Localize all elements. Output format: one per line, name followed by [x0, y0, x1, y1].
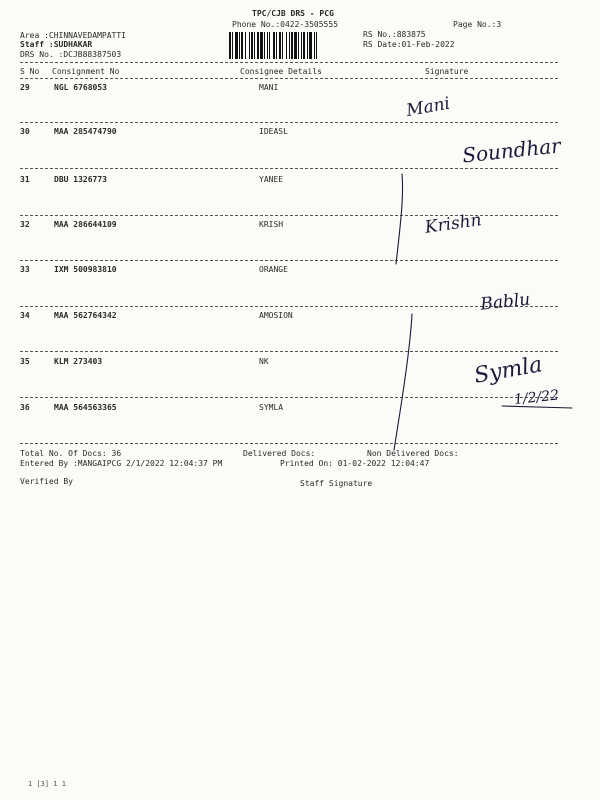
row-consignee: IDEASL [259, 127, 288, 136]
svg-text:1/2/22: 1/2/22 [513, 387, 560, 409]
barcode-bar [307, 32, 308, 59]
row-sno: 34 [20, 311, 30, 320]
signature-vertical-stroke [394, 314, 412, 450]
barcode-bar [294, 32, 297, 59]
barcode-bar [264, 32, 265, 59]
row-sno: 30 [20, 127, 30, 136]
barcode-bar [267, 32, 268, 59]
column-header-signature: Signature [425, 67, 469, 76]
barcode-bar [286, 32, 287, 59]
corner-mark: 1 [3] 1 1 [28, 780, 66, 788]
barcode-bar [229, 32, 231, 59]
signature-symla [384, 310, 584, 460]
divider [20, 78, 558, 79]
row-consignment: NGL 6768053 [54, 83, 107, 92]
phone-number: Phone No.:0422-3505555 [232, 20, 338, 29]
barcode-bar [249, 32, 250, 59]
barcode-bar [314, 32, 315, 59]
svg-text:Symla: Symla [472, 352, 545, 389]
barcode-bar [309, 32, 312, 59]
row-consignment: DBU 1326773 [54, 175, 107, 184]
barcode-bar [301, 32, 302, 59]
barcode-bar [273, 32, 275, 59]
row-consignment: MAA 562764342 [54, 311, 117, 320]
row-consignee: AMOSION [259, 311, 293, 320]
barcode-bar [260, 32, 263, 59]
rs-number: RS No.:883875 [363, 30, 426, 39]
barcode-bar [245, 32, 246, 59]
verified-by: Verified By [20, 477, 73, 486]
barcode-bar [291, 32, 293, 59]
row-consignee: KRISH [259, 220, 284, 229]
printed-on: Printed On: 01-02-2022 12:04:47 [280, 459, 430, 468]
barcode-bar [269, 32, 270, 59]
drs-number: DRS No. :DCJB88387503 [20, 50, 122, 59]
barcode-bar [298, 32, 299, 59]
delivered-docs: Delivered Docs: [243, 449, 316, 458]
barcode-bar [241, 32, 243, 59]
barcode-bar [232, 32, 233, 59]
barcode-bar [303, 32, 305, 59]
staff-signature: Staff Signature [300, 479, 373, 488]
column-header-consignment: Consignment No [52, 67, 120, 76]
barcode-bar [276, 32, 277, 59]
total-docs: Total No. Of Docs: 36 [20, 449, 122, 458]
barcode-bar [254, 32, 255, 59]
signature-krishn [390, 168, 520, 268]
svg-text:Bablu: Bablu [479, 289, 532, 315]
row-sno: 29 [20, 83, 30, 92]
barcode-bar [289, 32, 290, 59]
signature-soundhar [456, 128, 566, 172]
row-consignee: ORANGE [259, 265, 288, 274]
area-label: Area :CHINNAVEDAMPATTI [20, 31, 126, 40]
barcode-bar [251, 32, 253, 59]
row-consignee: MANI [259, 83, 279, 92]
barcode-bar [235, 32, 238, 59]
row-consignment: MAA 564563365 [54, 403, 117, 412]
row-consignment: IXM 500983810 [54, 265, 117, 274]
entered-by: Entered By :MANGAIPCG 2/1/2022 12:04:37 PM [20, 459, 223, 468]
row-sno: 35 [20, 357, 30, 366]
page-number: Page No.:3 [453, 20, 502, 29]
barcode [229, 32, 357, 59]
report-title: TPC/CJB DRS - PCG [252, 9, 334, 18]
row-sno: 33 [20, 265, 30, 274]
row-consignee: NK [259, 357, 269, 366]
row-consignee: SYMLA [259, 403, 284, 412]
signature-mani [400, 86, 480, 126]
barcode-bar [282, 32, 283, 59]
signature-vertical-stroke [396, 174, 403, 264]
row-consignment: MAA 285474790 [54, 127, 117, 136]
staff-label: Staff :SUDHAKAR [20, 40, 93, 49]
column-header-sno: S No [20, 67, 40, 76]
barcode-bar [279, 32, 281, 59]
barcode-bar [239, 32, 240, 59]
row-sno: 31 [20, 175, 30, 184]
svg-text:Krishn: Krishn [423, 210, 483, 238]
row-consignment: KLM 273403 [54, 357, 103, 366]
non-delivered-docs: Non Delivered Docs: [367, 449, 459, 458]
rs-date: RS Date:01-Feb-2022 [363, 40, 455, 49]
barcode-bar [257, 32, 259, 59]
svg-text:Soundhar: Soundhar [461, 133, 562, 168]
row-sno: 32 [20, 220, 30, 229]
divider [20, 62, 558, 63]
row-consignment: MAA 286644109 [54, 220, 117, 229]
svg-text:Mani: Mani [404, 93, 452, 122]
barcode-bar [316, 32, 317, 59]
row-consignee: YANEE [259, 175, 284, 184]
column-header-consignee: Consignee Details [240, 67, 322, 76]
row-sno: 36 [20, 403, 30, 412]
